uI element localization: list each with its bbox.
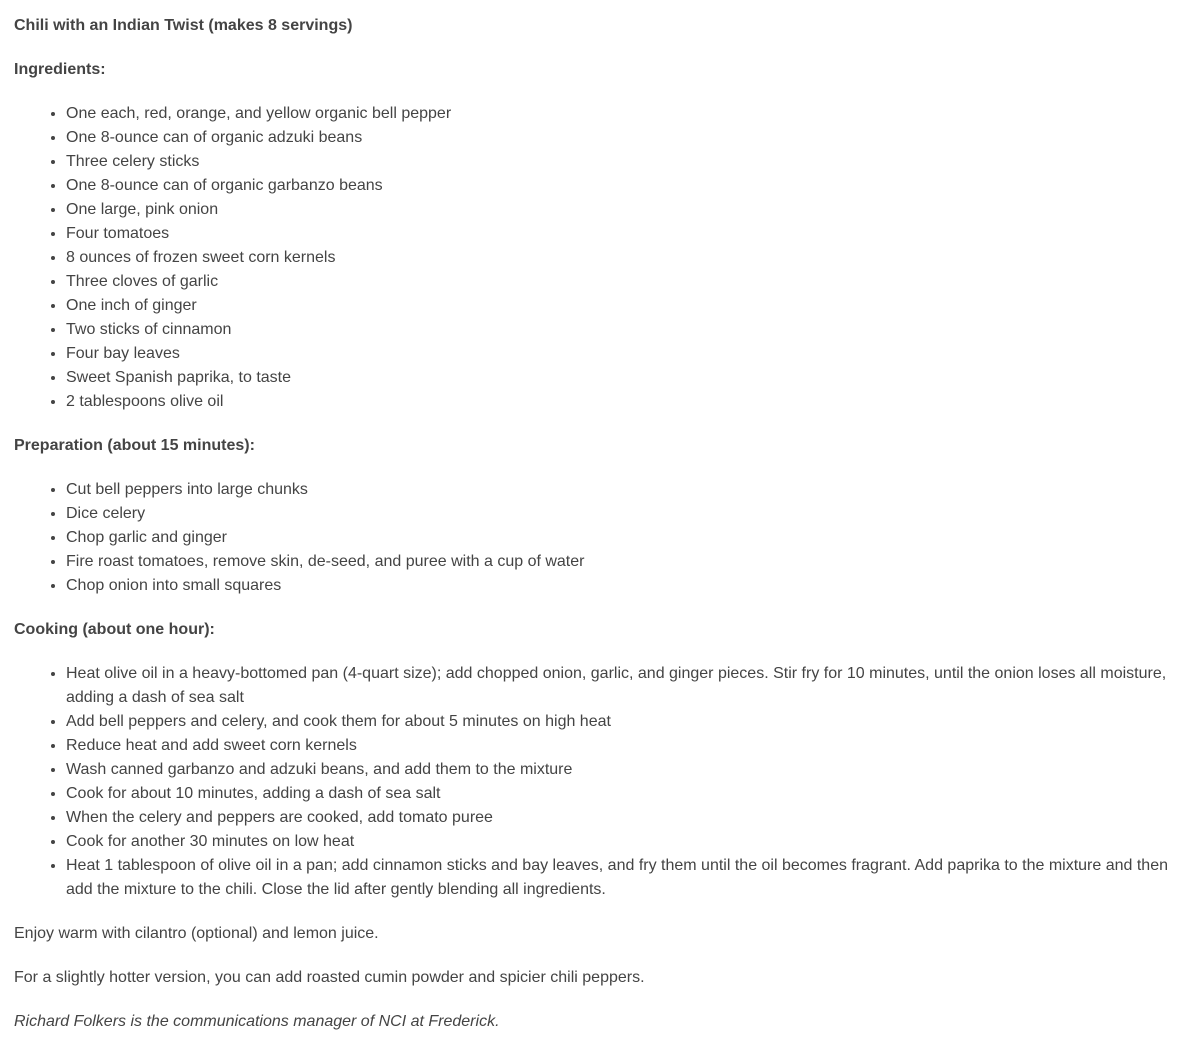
author-note: Richard Folkers is the communications manager of NCI at Frederick. [14, 1013, 500, 1030]
preparation-step: • Fire roast tomatoes, remove skin, de-seed, and puree with a cup of water [66, 550, 1170, 574]
ingredients-heading: Ingredients: [14, 61, 106, 78]
cooking-step: • When the celery and peppers are cooked, add tomato puree [66, 806, 1170, 830]
cooking-step: • Add bell peppers and celery, and cook them for about 5 minutes on high heat [66, 710, 1170, 734]
ingredient-item: • One inch of ginger [66, 294, 1170, 318]
cooking-heading: Cooking (about one hour): [14, 621, 215, 638]
ingredient-item: • Sweet Spanish paprika, to taste [66, 366, 1170, 390]
recipe-title: Chili with an Indian Twist (makes 8 servings) [14, 17, 353, 34]
cooking-step: • Cook for about 10 minutes, adding a dash of sea salt [66, 782, 1170, 806]
preparation-step: • Chop garlic and ginger [66, 526, 1170, 550]
cooking-step: • Heat olive oil in a heavy-bottomed pan (4-quart size); add chopped onion, garlic, and ginger pieces. Stir fry for 10 minutes, until the onion loses all moisture, adding a dash of sea salt [66, 662, 1170, 710]
preparation-heading: Preparation (about 15 minutes): [14, 437, 255, 454]
variation-note: For a slightly hotter version, you can add roasted cumin powder and spicier chili peppers. [14, 969, 645, 986]
ingredient-item: • Four bay leaves [66, 342, 1170, 366]
cooking-step: • Reduce heat and add sweet corn kernels [66, 734, 1170, 758]
ingredient-item: • One 8-ounce can of organic adzuki beans [66, 126, 1170, 150]
serving-note: Enjoy warm with cilantro (optional) and lemon juice. [14, 925, 379, 942]
ingredient-item: • One 8-ounce can of organic garbanzo beans [66, 174, 1170, 198]
cooking-step: • Cook for another 30 minutes on low heat [66, 830, 1170, 854]
ingredient-item: • Three cloves of garlic [66, 270, 1170, 294]
preparation-step: • Dice celery [66, 502, 1170, 526]
preparation-step: • Cut bell peppers into large chunks [66, 478, 1170, 502]
cooking-step: • Wash canned garbanzo and adzuki beans, and add them to the mixture [66, 758, 1170, 782]
ingredient-item: • 8 ounces of frozen sweet corn kernels [66, 246, 1170, 270]
ingredient-item: • One large, pink onion [66, 198, 1170, 222]
ingredients-list [14, 102, 1170, 414]
preparation-step: • Chop onion into small squares [66, 574, 1170, 598]
ingredient-item: • 2 tablespoons olive oil [66, 390, 1170, 414]
cooking-list [14, 662, 1170, 902]
ingredient-item: • Two sticks of cinnamon [66, 318, 1170, 342]
preparation-list [14, 478, 1170, 598]
ingredient-item: • One each, red, orange, and yellow organic bell pepper [66, 102, 1170, 126]
ingredient-item: • Three celery sticks [66, 150, 1170, 174]
cooking-step: • Heat 1 tablespoon of olive oil in a pan; add cinnamon sticks and bay leaves, and fry them until the oil becomes fragrant. Add paprika to the mixture and then add the mixture to the chili. Close the lid after gently blending all ingredients. [66, 854, 1170, 902]
ingredient-item: • Four tomatoes [66, 222, 1170, 246]
